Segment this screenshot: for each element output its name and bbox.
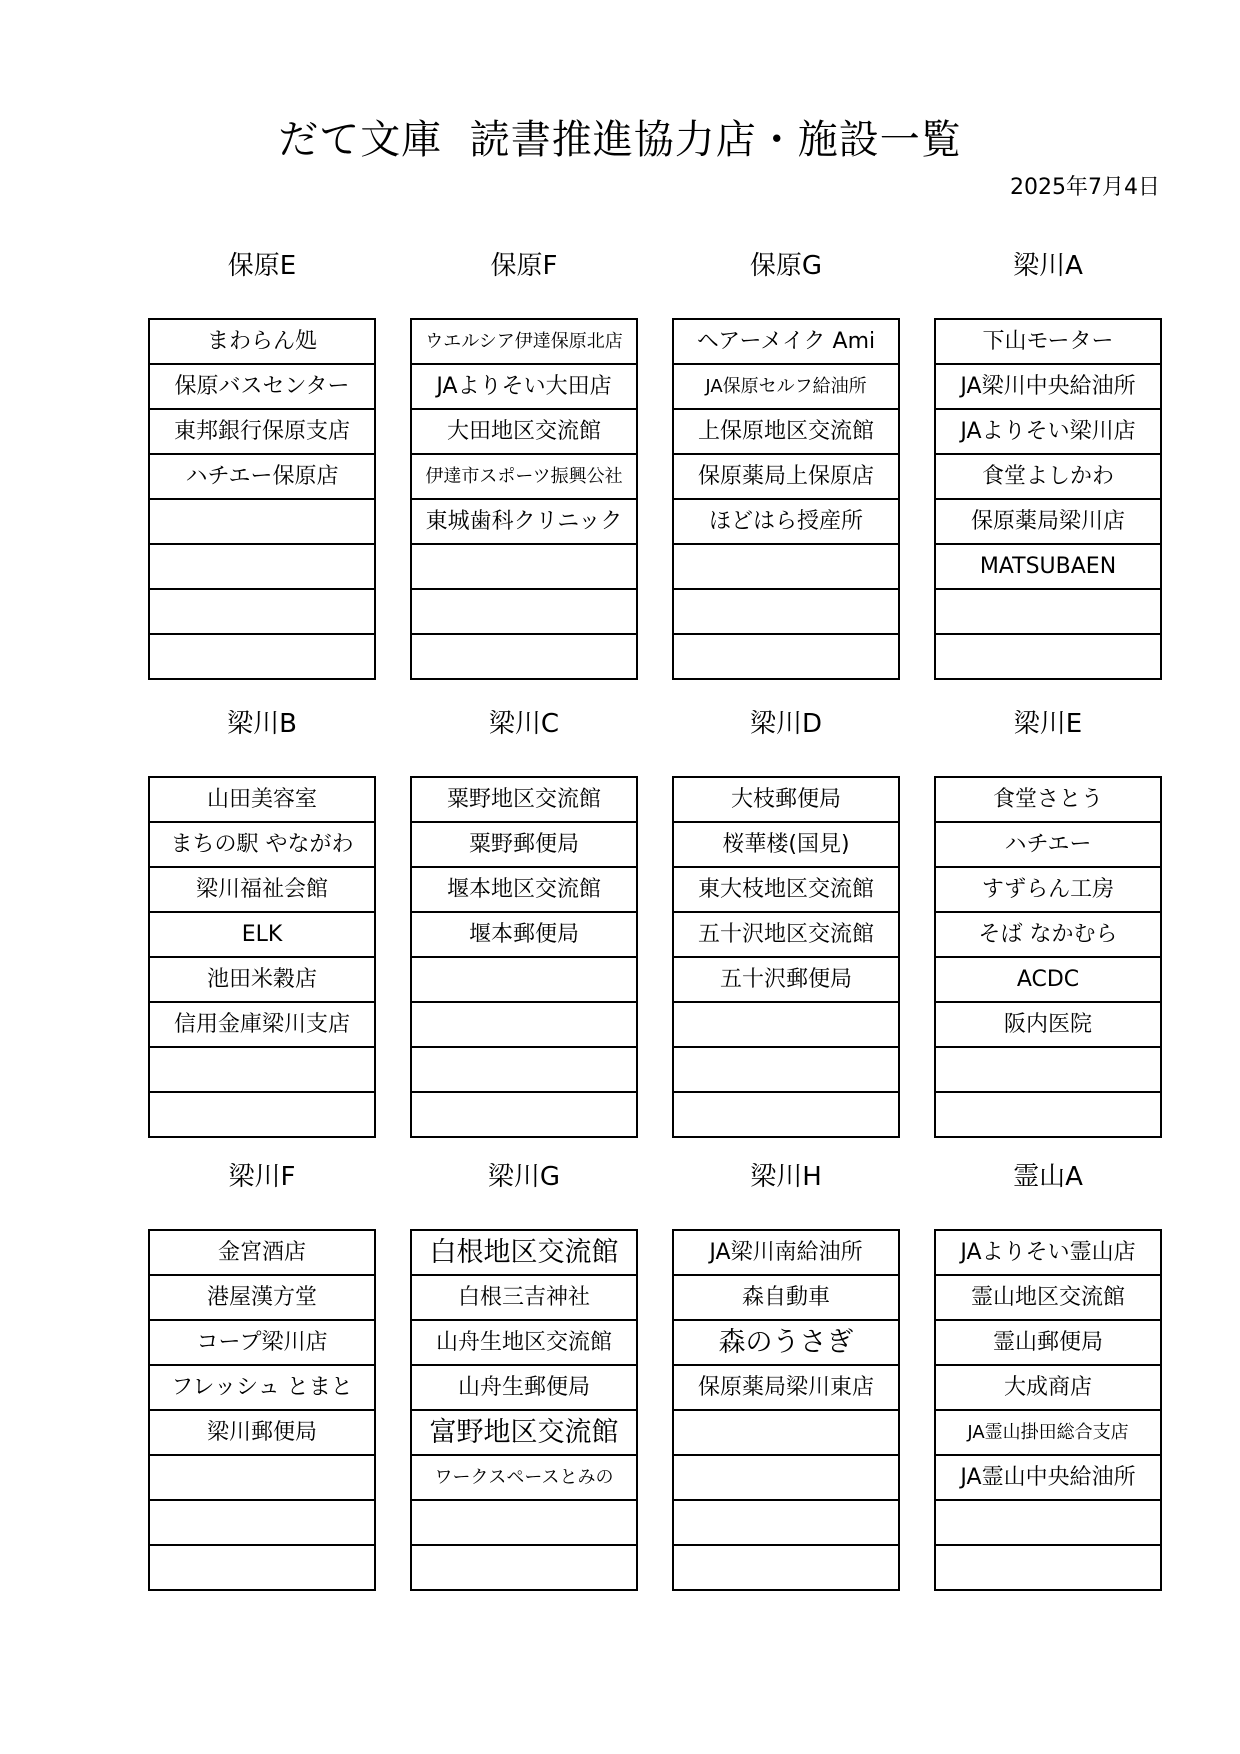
- area-block: [148, 1157, 376, 1591]
- table-cell: ELK: [150, 913, 374, 958]
- table-cell: [674, 1048, 898, 1093]
- area-table: [410, 776, 638, 1138]
- table-cell: 保原バスセンター: [150, 365, 374, 410]
- table-cell: まわらん処: [150, 320, 374, 365]
- table-cell: まちの駅 やながわ: [150, 823, 374, 868]
- area-table: [672, 1229, 900, 1591]
- area-title: 梁川C: [488, 709, 560, 739]
- table-cell: [936, 1048, 1160, 1093]
- area-title: 梁川D: [749, 709, 823, 739]
- table-cell: 粟野地区交流館: [412, 778, 636, 823]
- table-cell: 食堂よしかわ: [936, 455, 1160, 500]
- table-cell: [412, 958, 636, 1003]
- table-cell: 梁川郵便局: [150, 1411, 374, 1456]
- area-table: [148, 318, 376, 680]
- table-cell: 五十沢地区交流館: [674, 913, 898, 958]
- table-cell: [674, 590, 898, 635]
- table-cell: JA梁川南給油所: [674, 1231, 898, 1276]
- table-cell: [150, 1501, 374, 1546]
- area-table: [148, 776, 376, 1138]
- table-cell: JA梁川中央給油所: [936, 365, 1160, 410]
- table-cell: 霊山郵便局: [936, 1321, 1160, 1366]
- table-cell: 伊達市スポーツ振興公社: [412, 455, 636, 500]
- table-cell: [412, 590, 636, 635]
- area-table: [672, 318, 900, 680]
- table-cell: [674, 1546, 898, 1591]
- table-cell: JA霊山中央給油所: [936, 1456, 1160, 1501]
- table-cell: [936, 1501, 1160, 1546]
- table-cell: 東大枝地区交流館: [674, 868, 898, 913]
- table-cell: [150, 1456, 374, 1501]
- table-cell: 山舟生地区交流館: [412, 1321, 636, 1366]
- area-block: [148, 246, 376, 680]
- table-cell: コープ梁川店: [150, 1321, 374, 1366]
- table-cell: 山田美容室: [150, 778, 374, 823]
- table-cell: [412, 1546, 636, 1591]
- table-cell: そば なかむら: [936, 913, 1160, 958]
- area-block: [934, 704, 1162, 1138]
- table-cell: 堰本郵便局: [412, 913, 636, 958]
- area-title: 梁川E: [1013, 709, 1083, 739]
- table-cell: [674, 545, 898, 590]
- table-cell: ヘアーメイク Ami: [674, 320, 898, 365]
- table-cell: ワークスペースとみの: [412, 1456, 636, 1501]
- table-cell: ほどはら授産所: [674, 500, 898, 545]
- table-cell: JAよりそい大田店: [412, 365, 636, 410]
- table-cell: ACDC: [936, 958, 1160, 1003]
- table-cell: [674, 1501, 898, 1546]
- area-block: [672, 1157, 900, 1591]
- table-cell: 保原薬局梁川東店: [674, 1366, 898, 1411]
- area-title: 保原G: [749, 251, 823, 281]
- table-cell: [150, 545, 374, 590]
- table-cell: 五十沢郵便局: [674, 958, 898, 1003]
- area-title: 梁川G: [487, 1162, 561, 1192]
- table-cell: 森のうさぎ: [674, 1321, 898, 1366]
- table-cell: 大枝郵便局: [674, 778, 898, 823]
- area-title: 保原F: [490, 251, 558, 281]
- table-cell: [150, 500, 374, 545]
- table-cell: 東城歯科クリニック: [412, 500, 636, 545]
- table-cell: [150, 590, 374, 635]
- table-cell: 白根地区交流館: [412, 1231, 636, 1276]
- table-cell: 保原薬局梁川店: [936, 500, 1160, 545]
- table-cell: フレッシュ とまと: [150, 1366, 374, 1411]
- area-block: [934, 1157, 1162, 1591]
- table-cell: 白根三吉神社: [412, 1276, 636, 1321]
- area-block: [410, 1157, 638, 1591]
- table-cell: JAよりそい梁川店: [936, 410, 1160, 455]
- area-block: [934, 246, 1162, 680]
- table-cell: [412, 1501, 636, 1546]
- area-block: [410, 246, 638, 680]
- table-cell: MATSUBAEN: [936, 545, 1160, 590]
- table-cell: 梁川福祉会館: [150, 868, 374, 913]
- area-table: [934, 1229, 1162, 1591]
- table-cell: 信用金庫梁川支店: [150, 1003, 374, 1048]
- table-cell: [150, 1048, 374, 1093]
- table-cell: ハチエー: [936, 823, 1160, 868]
- area-table: [410, 1229, 638, 1591]
- area-title: 梁川H: [750, 1162, 822, 1192]
- table-cell: [674, 1003, 898, 1048]
- table-cell: 霊山地区交流館: [936, 1276, 1160, 1321]
- area-table: [410, 318, 638, 680]
- table-cell: 港屋漢方堂: [150, 1276, 374, 1321]
- table-cell: [674, 635, 898, 680]
- table-cell: 大成商店: [936, 1366, 1160, 1411]
- area-title: 梁川B: [227, 709, 297, 739]
- table-cell: ウエルシア伊達保原北店: [412, 320, 636, 365]
- table-cell: 保原薬局上保原店: [674, 455, 898, 500]
- table-cell: JA保原セルフ給油所: [674, 365, 898, 410]
- table-cell: ハチエー保原店: [150, 455, 374, 500]
- table-cell: 東邦銀行保原支店: [150, 410, 374, 455]
- area-table: [934, 318, 1162, 680]
- page-title: だて文庫 読書推進協力店・施設一覧: [278, 117, 962, 163]
- table-cell: 上保原地区交流館: [674, 410, 898, 455]
- table-cell: JA霊山掛田総合支店: [936, 1411, 1160, 1456]
- table-cell: [674, 1093, 898, 1138]
- table-cell: 粟野郵便局: [412, 823, 636, 868]
- table-cell: すずらん工房: [936, 868, 1160, 913]
- table-cell: 食堂さとう: [936, 778, 1160, 823]
- table-cell: [150, 1093, 374, 1138]
- table-cell: [936, 1546, 1160, 1591]
- table-cell: 池田米穀店: [150, 958, 374, 1003]
- area-table: [934, 776, 1162, 1138]
- table-cell: [150, 635, 374, 680]
- table-cell: [412, 545, 636, 590]
- table-cell: [936, 590, 1160, 635]
- area-table: [672, 776, 900, 1138]
- area-block: [672, 704, 900, 1138]
- table-cell: 金宮酒店: [150, 1231, 374, 1276]
- table-cell: 桜華楼(国見): [674, 823, 898, 868]
- table-cell: [412, 635, 636, 680]
- area-table: [148, 1229, 376, 1591]
- document-date: 2025年7月4日: [1010, 175, 1160, 200]
- area-title: 梁川F: [228, 1162, 296, 1192]
- table-cell: [936, 635, 1160, 680]
- table-cell: 大田地区交流館: [412, 410, 636, 455]
- table-cell: 阪内医院: [936, 1003, 1160, 1048]
- table-cell: [412, 1093, 636, 1138]
- table-cell: [150, 1546, 374, 1591]
- area-block: [672, 246, 900, 680]
- area-title: 霊山A: [1013, 1162, 1083, 1192]
- table-cell: JAよりそい霊山店: [936, 1231, 1160, 1276]
- table-cell: 森自動車: [674, 1276, 898, 1321]
- table-cell: 下山モーター: [936, 320, 1160, 365]
- area-title: 梁川A: [1013, 251, 1083, 281]
- table-cell: 山舟生郵便局: [412, 1366, 636, 1411]
- table-cell: [936, 1093, 1160, 1138]
- table-cell: [412, 1048, 636, 1093]
- table-cell: [412, 1003, 636, 1048]
- area-block: [410, 704, 638, 1138]
- table-cell: 堰本地区交流館: [412, 868, 636, 913]
- area-title: 保原E: [227, 251, 297, 281]
- area-block: [148, 704, 376, 1138]
- table-cell: [674, 1411, 898, 1456]
- table-cell: 富野地区交流館: [412, 1411, 636, 1456]
- table-cell: [674, 1456, 898, 1501]
